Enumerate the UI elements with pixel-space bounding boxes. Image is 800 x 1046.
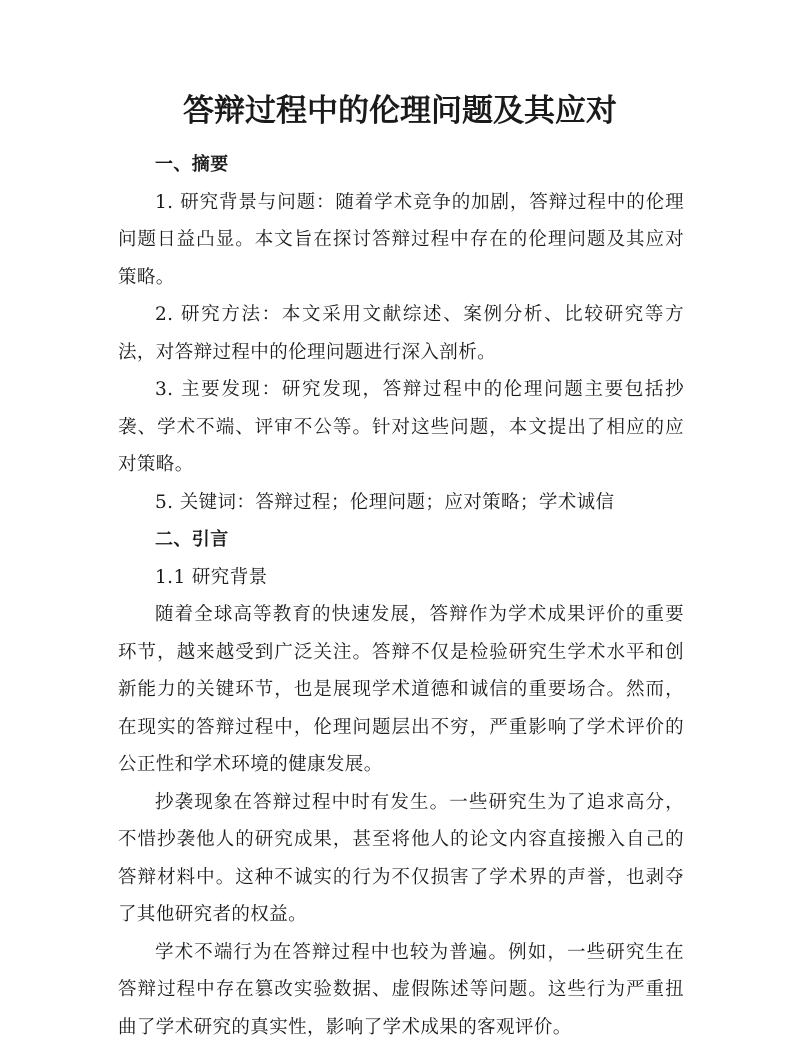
abstract-heading: 一、摘要 bbox=[118, 146, 684, 184]
intro-paragraph-2: 抄袭现象在答辩过程中时有发生。一些研究生为了追求高分，不惜抄袭他人的研究成果，甚至将他人的论文内容直接搬入自己的答辩材料中。这种不诚实的行为不仅损害了学术界的声誉，也剥夺了其他研究者的权益。 bbox=[118, 784, 684, 934]
abstract-keywords: 5. 关键词：答辩过程；伦理问题；应对策略；学术诚信 bbox=[118, 484, 684, 522]
document-title: 答辩过程中的伦理问题及其应对 bbox=[0, 89, 800, 133]
intro-paragraph-3: 学术不端行为在答辩过程中也较为普遍。例如，一些研究生在答辩过程中存在篡改实验数据、虚假陈述等问题。这些行为严重扭曲了学术研究的真实性，影响了学术成果的客观评价。 bbox=[118, 934, 684, 1046]
intro-heading: 二、引言 bbox=[118, 521, 684, 559]
abstract-paragraph-1: 1. 研究背景与问题：随着学术竞争的加剧，答辩过程中的伦理问题日益凸显。本文旨在探讨答辩过程中存在的伦理问题及其应对策略。 bbox=[118, 184, 684, 297]
document-body bbox=[118, 146, 684, 1046]
intro-subheading: 1.1 研究背景 bbox=[118, 559, 684, 597]
abstract-paragraph-2: 2. 研究方法：本文采用文献综述、案例分析、比较研究等方法，对答辩过程中的伦理问题进行深入剖析。 bbox=[118, 296, 684, 371]
abstract-paragraph-3: 3. 主要发现：研究发现，答辩过程中的伦理问题主要包括抄袭、学术不端、评审不公等。针对这些问题，本文提出了相应的应对策略。 bbox=[118, 371, 684, 484]
intro-paragraph-1: 随着全球高等教育的快速发展，答辩作为学术成果评价的重要环节，越来越受到广泛关注。答辩不仅是检验研究生学术水平和创新能力的关键环节，也是展现学术道德和诚信的重要场合。然而，在现实的答辩过程中，伦理问题层出不穷，严重影响了学术评价的公正性和学术环境的健康发展。 bbox=[118, 596, 684, 784]
